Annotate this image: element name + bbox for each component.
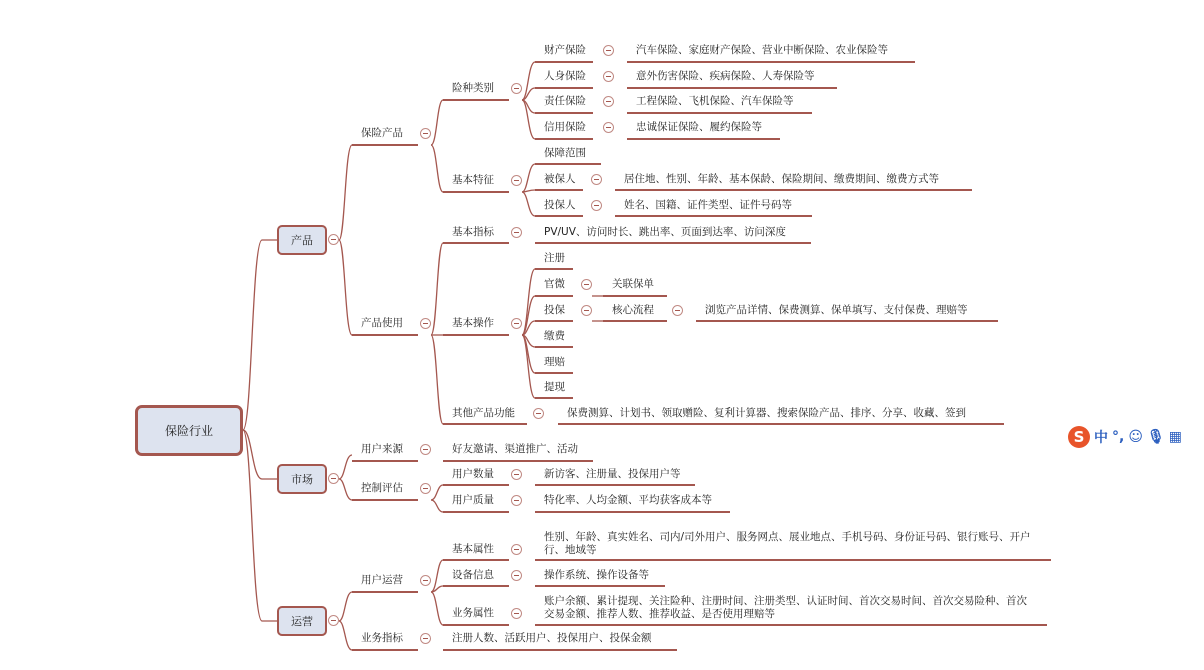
leaf-personal-ins: 意外伤害保险、疾病保险、人寿保险等	[636, 70, 815, 82]
collapse-icon[interactable]	[591, 174, 602, 185]
collapse-icon[interactable]	[581, 279, 592, 290]
collapse-icon[interactable]	[511, 469, 522, 480]
node-insured[interactable]: 被保人	[544, 173, 576, 185]
node-underline	[352, 334, 418, 336]
collapse-icon[interactable]	[511, 544, 522, 555]
emoji-icon[interactable]: ☺	[1128, 429, 1143, 445]
collapse-icon[interactable]	[328, 234, 339, 245]
node-official-wechat[interactable]: 官微	[544, 278, 565, 290]
node-underline	[443, 334, 509, 336]
node-underline	[352, 144, 418, 146]
leaf-underline	[535, 559, 1051, 561]
node-underline	[535, 215, 583, 217]
node-underline	[535, 320, 573, 322]
ime-toolbar[interactable]	[1068, 425, 1182, 449]
node-basic-attributes[interactable]: 基本属性	[452, 543, 494, 555]
node-core-flow[interactable]: 核心流程	[612, 304, 654, 316]
collapse-icon[interactable]	[603, 71, 614, 82]
leaf-user-source: 好友邀请、渠道推广、活动	[452, 443, 578, 455]
collapse-icon[interactable]	[533, 408, 544, 419]
branch-ops[interactable]	[277, 606, 327, 636]
node-product-usage[interactable]: 产品使用	[361, 317, 403, 329]
collapse-icon[interactable]	[511, 227, 522, 238]
node-credit-ins[interactable]: 信用保险	[544, 121, 586, 133]
branch-market[interactable]	[277, 464, 327, 494]
leaf-credit-ins: 忠诚保证保险、履约保险等	[636, 121, 762, 133]
leaf-underline	[558, 423, 1004, 425]
node-underline	[443, 99, 509, 101]
node-user-source[interactable]: 用户来源	[361, 443, 403, 455]
branch-ops-label: 运营	[291, 615, 313, 628]
node-underline	[443, 559, 509, 561]
collapse-icon[interactable]	[603, 122, 614, 133]
node-biz-attributes[interactable]: 业务属性	[452, 607, 494, 619]
node-register[interactable]: 注册	[544, 252, 565, 264]
node-biz-metrics[interactable]: 业务指标	[361, 632, 403, 644]
leaf-user-quality: 特化率、人均金额、平均获客成本等	[544, 494, 712, 506]
node-underline	[535, 189, 583, 191]
node-underline	[535, 87, 593, 89]
collapse-icon[interactable]	[581, 305, 592, 316]
collapse-icon[interactable]	[603, 45, 614, 56]
node-underline	[443, 423, 527, 425]
leaf-underline	[443, 460, 593, 462]
leaf-biz-attributes: 账户余额、累计提现、关注险种、注册时间、注册类型、认证时间、首次交易时间、首次交易险种、首次交易金额、推荐人数、推荐收益、是否使用理赔等	[544, 595, 1027, 620]
node-underline	[535, 295, 573, 297]
collapse-icon[interactable]	[328, 615, 339, 626]
leaf-basic-indicators: PV/UV、访问时长、跳出率、页面到达率、访问深度	[544, 226, 786, 238]
node-liability-ins[interactable]: 责任保险	[544, 95, 586, 107]
node-underline	[535, 268, 573, 270]
node-control-eval[interactable]: 控制评估	[361, 482, 403, 494]
node-withdraw[interactable]: 提现	[544, 381, 565, 393]
node-basic-operations[interactable]: 基本操作	[452, 317, 494, 329]
punctuation-toggle[interactable]: °,	[1112, 429, 1125, 445]
node-claim[interactable]: 理赔	[544, 356, 565, 368]
node-device-info[interactable]: 设备信息	[452, 569, 494, 581]
sogou-logo-icon[interactable]: S	[1068, 426, 1090, 448]
node-policyholder[interactable]: 投保人	[544, 199, 576, 211]
node-underline	[603, 320, 667, 322]
collapse-icon[interactable]	[328, 473, 339, 484]
node-underline	[443, 624, 509, 626]
node-underline	[535, 346, 573, 348]
collapse-icon[interactable]	[511, 318, 522, 329]
node-property-ins[interactable]: 财产保险	[544, 44, 586, 56]
root-node[interactable]	[135, 405, 243, 456]
node-underline	[352, 460, 418, 462]
node-link-policy[interactable]: 关联保单	[612, 278, 654, 290]
collapse-icon[interactable]	[603, 96, 614, 107]
node-underline	[443, 191, 509, 193]
node-user-quality[interactable]: 用户质量	[452, 494, 494, 506]
branch-market-label: 市场	[291, 473, 313, 486]
leaf-underline	[627, 138, 780, 140]
node-underline	[443, 484, 509, 486]
language-toggle[interactable]: 中	[1094, 430, 1108, 446]
leaf-basic-attributes: 性别、年龄、真实姓名、司内/司外用户、服务网点、展业地点、手机号码、身份证号码、银行账号、开户行、地域等	[544, 531, 1031, 556]
leaf-biz-metrics: 注册人数、活跃用户、投保用户、投保金额	[452, 632, 652, 644]
leaf-underline	[615, 189, 972, 191]
collapse-icon[interactable]	[420, 128, 431, 139]
leaf-underline	[535, 242, 811, 244]
collapse-icon[interactable]	[511, 570, 522, 581]
branch-product[interactable]	[277, 225, 327, 255]
node-underline	[603, 295, 667, 297]
leaf-underline	[443, 649, 677, 651]
collapse-icon[interactable]	[420, 575, 431, 586]
node-underline	[535, 61, 593, 63]
root-label: 保险行业	[164, 424, 213, 438]
collapse-icon[interactable]	[420, 483, 431, 494]
collapse-icon[interactable]	[511, 175, 522, 186]
node-underline	[443, 585, 509, 587]
collapse-icon[interactable]	[420, 318, 431, 329]
node-insurance-products[interactable]: 保险产品	[361, 127, 403, 139]
leaf-device-info: 操作系统、操作设备等	[544, 569, 649, 581]
collapse-icon[interactable]	[420, 633, 431, 644]
leaf-underline	[535, 624, 1047, 626]
node-user-ops[interactable]: 用户运营	[361, 574, 403, 586]
node-underline	[352, 649, 418, 651]
leaf-underline	[627, 112, 812, 114]
node-user-count[interactable]: 用户数量	[452, 468, 494, 480]
leaf-underline	[535, 484, 695, 486]
node-underline	[535, 372, 573, 374]
leaf-core-flow: 浏览产品详情、保费测算、保单填写、支付保费、理赔等	[705, 304, 968, 316]
leaf-underline	[535, 511, 730, 513]
leaf-underline	[615, 215, 812, 217]
node-underline	[535, 163, 601, 165]
leaf-property-ins: 汽车保险、家庭财产保险、营业中断保险、农业保险等	[636, 44, 888, 56]
collapse-icon[interactable]	[511, 608, 522, 619]
node-insurance-types[interactable]: 险种类别	[452, 82, 494, 94]
collapse-icon[interactable]	[420, 444, 431, 455]
node-underline	[535, 138, 593, 140]
node-underline	[535, 397, 573, 399]
leaf-other-functions: 保费测算、计划书、领取赠险、复利计算器、搜索保险产品、排序、分享、收藏、签到	[567, 407, 966, 419]
leaf-underline	[535, 585, 665, 587]
collapse-icon[interactable]	[511, 83, 522, 94]
leaf-underline	[696, 320, 998, 322]
leaf-insured: 居住地、性别、年龄、基本保龄、保险期间、缴费期间、缴费方式等	[624, 173, 939, 185]
node-invest[interactable]: 投保	[544, 304, 565, 316]
node-pay[interactable]: 缴费	[544, 330, 565, 342]
microphone-icon[interactable]: 🎙	[1146, 429, 1165, 445]
leaf-underline	[627, 87, 837, 89]
node-underline	[535, 112, 593, 114]
node-basic-features[interactable]: 基本特征	[452, 174, 494, 186]
node-underline	[352, 499, 418, 501]
node-other-functions[interactable]: 其他产品功能	[452, 407, 515, 419]
collapse-icon[interactable]	[591, 200, 602, 211]
node-underline	[443, 242, 509, 244]
node-basic-indicators[interactable]: 基本指标	[452, 226, 494, 238]
leaf-liability-ins: 工程保险、飞机保险、汽车保险等	[636, 95, 794, 107]
leaf-user-count: 新访客、注册量、投保用户等	[544, 468, 681, 480]
leaf-underline	[627, 61, 915, 63]
keyboard-icon[interactable]: ▦	[1168, 429, 1182, 445]
node-underline	[352, 591, 418, 593]
leaf-policyholder: 姓名、国籍、证件类型、证件号码等	[624, 199, 792, 211]
node-underline	[443, 511, 509, 513]
node-coverage[interactable]: 保障范围	[544, 147, 586, 159]
collapse-icon[interactable]	[511, 495, 522, 506]
node-personal-ins[interactable]: 人身保险	[544, 70, 586, 82]
collapse-icon[interactable]	[672, 305, 683, 316]
branch-product-label: 产品	[291, 234, 313, 247]
